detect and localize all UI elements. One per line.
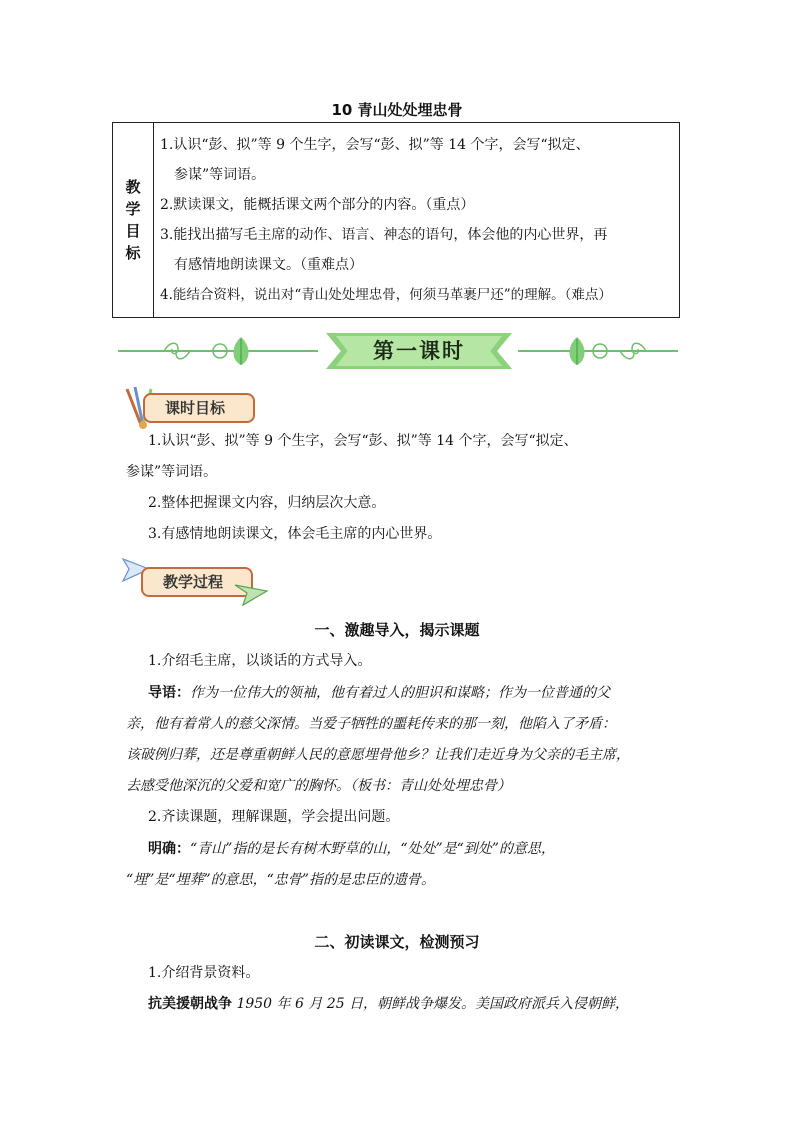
teaching-goals-header bbox=[113, 123, 154, 317]
lead-in-line bbox=[148, 682, 680, 704]
teaching-goals-list bbox=[154, 123, 679, 317]
lead-in-text: 去感受他深沉的父爱和宽广的胸怀。（板书：青山处处埋忠骨） bbox=[126, 778, 511, 794]
leaf-icon bbox=[230, 335, 252, 367]
teaching-process-tag bbox=[121, 555, 271, 601]
document-title: 10 青山处处埋忠骨 bbox=[331, 101, 463, 119]
clarify-text: “埋”是“埋葬”的意思，“忠骨”指的是忠臣的遗骨。 bbox=[126, 872, 435, 888]
lesson-goals-tag bbox=[121, 385, 261, 431]
section-heading: 一、激趣导入，揭示课题 bbox=[314, 621, 480, 639]
swirl-ornament-icon bbox=[618, 339, 648, 363]
goals-header-char: 学 bbox=[125, 200, 141, 218]
lesson-banner bbox=[118, 333, 678, 369]
lesson-banner-title: 第一课时 bbox=[373, 339, 465, 363]
lead-in-text: 该破例归葬，还是尊重朝鲜人民的意愿埋骨他乡？让我们走近身为父亲的毛主席， bbox=[126, 747, 630, 763]
lesson-goal-item: 3.有感情地朗读课文，体会毛主席的内心世界。 bbox=[148, 526, 442, 542]
goal-item: 3.能找出描写毛主席的动作、语言、神态的语句，体会他的内心世界，再 bbox=[160, 227, 608, 243]
lesson-goal-item: 2.整体把握课文内容，归纳层次大意。 bbox=[148, 495, 386, 511]
background-text: 1950 年 6 月 25 日，朝鲜战争爆发。美国政府派兵入侵朝鲜， bbox=[232, 996, 630, 1012]
dot-ornament-icon bbox=[210, 341, 230, 361]
section-heading: 二、初读课文，检测预习 bbox=[314, 933, 480, 951]
swirl-ornament-icon bbox=[162, 339, 192, 363]
goal-item: 2.默读课文，能概括课文两个部分的内容。（重点） bbox=[160, 197, 475, 213]
background-line bbox=[148, 993, 680, 1015]
goals-header-char: 教 bbox=[125, 178, 141, 196]
teaching-process-tag-label: 教学过程 bbox=[141, 567, 253, 597]
step-text: 2.齐读课题，理解课题，学会提出问题。 bbox=[148, 809, 400, 825]
leaf-icon bbox=[566, 335, 588, 367]
lead-in-label: 导语： bbox=[148, 685, 190, 701]
goal-item: 有感情地朗读课文。（重难点） bbox=[174, 257, 363, 273]
goal-item: 4.能结合资料，说出对“青山处处埋忠骨，何须马革裹尸还”的理解。（难点） bbox=[160, 287, 612, 303]
goals-header-char: 目 bbox=[125, 222, 141, 240]
clarify-text: “青山”指的是长有树木野草的山，“处处”是“到处”的意思， bbox=[190, 841, 555, 857]
paper-plane-icon bbox=[233, 581, 269, 607]
lesson-goal-item: 参谋”等词语。 bbox=[126, 464, 218, 480]
lesson-goal-item: 1.认识“彭、拟”等 9 个生字，会写“彭、拟”等 14 个字，会写“拟定、 bbox=[148, 433, 578, 449]
goals-header-char: 标 bbox=[125, 244, 141, 262]
background-label: 抗美援朝战争 bbox=[148, 996, 232, 1012]
teaching-goals-table bbox=[112, 122, 680, 318]
step-text: 1.介绍毛主席，以谈话的方式导入。 bbox=[148, 653, 372, 669]
dot-ornament-icon bbox=[590, 341, 610, 361]
lead-in-text: 作为一位伟大的领袖，他有着过人的胆识和谋略；作为一位普通的父 bbox=[190, 685, 610, 701]
step-text: 1.介绍背景资料。 bbox=[148, 965, 260, 981]
clarify-label: 明确： bbox=[148, 841, 190, 857]
lead-in-text: 亲，他有着常人的慈父深情。当爱子牺牲的噩耗传来的那一刻，他陷入了矛盾： bbox=[126, 716, 616, 732]
lesson-goals-tag-label: 课时目标 bbox=[143, 393, 255, 423]
goal-item: 1.认识“彭、拟”等 9 个生字，会写“彭、拟”等 14 个字，会写“拟定、 bbox=[160, 137, 590, 153]
goal-item: 参谋”等词语。 bbox=[174, 167, 266, 183]
clarify-line bbox=[148, 838, 680, 860]
